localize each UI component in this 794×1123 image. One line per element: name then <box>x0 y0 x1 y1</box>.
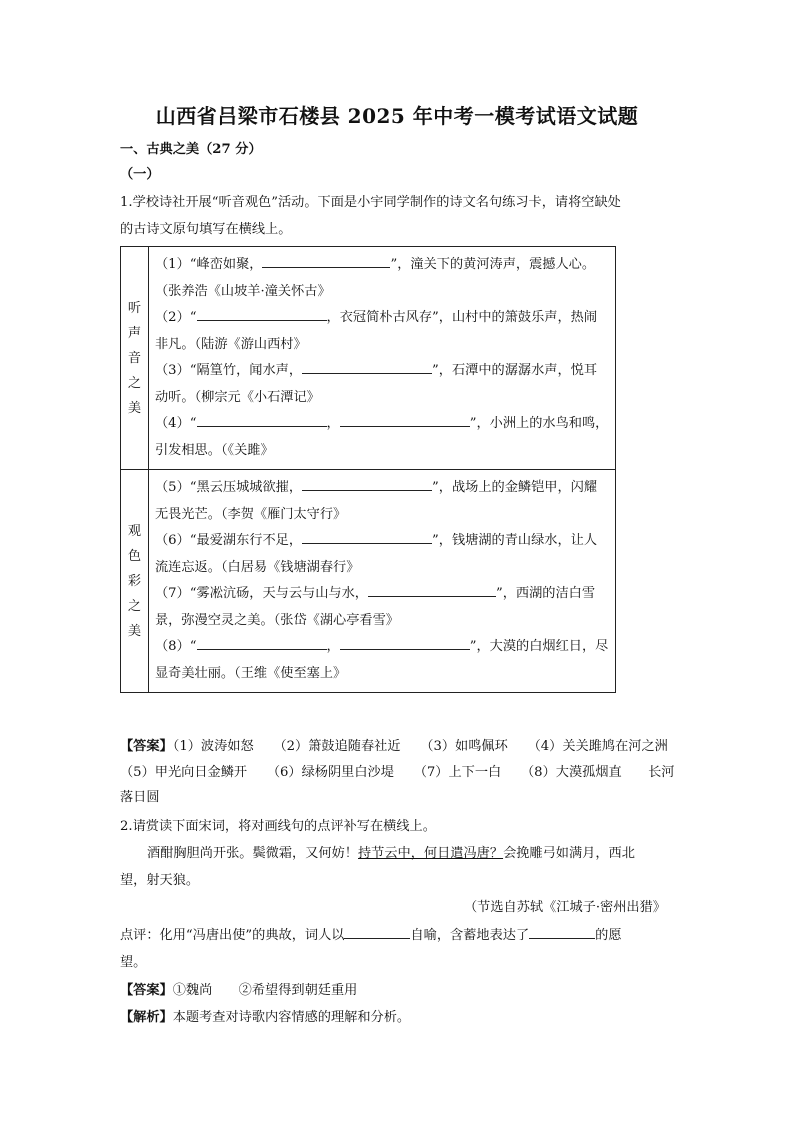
category-char: 色 <box>127 548 142 564</box>
category-char: 听 <box>127 300 142 316</box>
category-char: 美 <box>127 623 142 639</box>
answer-blank[interactable] <box>302 476 432 491</box>
category-char: 声 <box>127 325 142 341</box>
category-char: 观 <box>127 523 142 539</box>
category-sound <box>121 247 149 470</box>
answer-blank[interactable] <box>262 253 390 268</box>
analysis-text: 本题考查对诗歌内容情感的理解和分析。 <box>172 1010 411 1025</box>
poem-item-1: （1）“峰峦如聚， ”，潼关下的黄河涛声，震撼人心。（张养浩《山坡羊·潼关怀古》 <box>155 252 609 305</box>
answer-blank[interactable] <box>197 635 327 650</box>
color-items <box>149 470 616 693</box>
comment-line-2: 望。 <box>120 955 147 970</box>
answer-block-2 <box>120 979 680 998</box>
poem-item-6: （6）“最爱湖东行不足， ”，钱塘湖的青山绿水，让人流连忘返。（白居易《钱塘湖春行》 <box>155 528 609 581</box>
question-1-line-2: 的古诗文原句填写在横线上。 <box>120 222 292 237</box>
answer-blank[interactable] <box>302 529 432 544</box>
category-char: 之 <box>127 598 142 614</box>
poem-item-4: （4）“ ， ”，小洲上的水鸟和鸣，引发相思。（《关雎》 <box>155 411 609 464</box>
category-color <box>121 470 149 693</box>
page-title: 山西省吕梁市石楼县 2025 年中考一模考试语文试题 <box>155 104 639 128</box>
category-char: 之 <box>127 375 142 391</box>
answer-text: ①魏尚 ②希望得到朝廷重用 <box>172 983 358 998</box>
poem-item-2: （2）“ ，衣冠简朴古风存”，山村中的箫鼓乐声，热闹非凡。（陆游《游山西村》 <box>155 305 609 358</box>
analysis-block <box>120 1006 680 1025</box>
poem-item-8: （8）“ ， ”，大漠的白烟红日，尽显奇美壮丽。（王维《使至塞上》 <box>155 634 609 687</box>
answer-blank[interactable] <box>197 306 327 321</box>
comment-line: 点评：化用“冯唐出使”的典故，词人以 自喻，含蓄地表达了 的愿 <box>120 924 680 943</box>
answer-blank[interactable] <box>340 412 470 427</box>
answer-blank[interactable] <box>344 924 410 939</box>
question-2-prompt: 2.请赏读下面宋词，将对画线句的点评补写在横线上。 <box>120 819 436 834</box>
answer-label: 【答案】 <box>120 983 173 998</box>
poem-source: （节选自苏轼《江城子·密州出猎》 <box>463 900 666 915</box>
category-char: 音 <box>127 350 142 366</box>
answer-text: （1）波涛如怒 （2）箫鼓追随春社近 （3）如鸣佩环 （4）关关雎鸠在河之洲 （5）甲光向日金鳞开 （6）绿杨阴里白沙堤 （7）上下一白 （8）大漠孤烟直 长河落日圆 <box>120 739 695 805</box>
underlined-line: 持节云中，何日遣冯唐？ <box>358 846 504 861</box>
answer-blank[interactable] <box>368 582 496 597</box>
answer-blank[interactable] <box>340 635 470 650</box>
question-1-line-1: 1.学校诗社开展“听音观色”活动。下面是小宇同学制作的诗文名句练习卡，请将空缺处 <box>120 195 621 210</box>
poem-practice-card <box>120 246 616 693</box>
poem-excerpt-line-1: 酒酣胸胆尚开张。鬓微霜，又何妨！持节云中，何日遣冯唐？会挽雕弓如满月，西北 <box>147 846 635 861</box>
analysis-label: 【解析】 <box>120 1010 173 1025</box>
sound-items <box>149 247 616 470</box>
part-heading: （一） <box>120 167 160 182</box>
category-char: 彩 <box>127 573 142 589</box>
answer-blank[interactable] <box>197 412 327 427</box>
answer-blank[interactable] <box>529 924 595 939</box>
answer-block-1 <box>120 734 695 811</box>
poem-item-3: （3）“隔篁竹，闻水声， ”，石潭中的潺潺水声，悦耳动听。（柳宗元《小石潭记》 <box>155 358 609 411</box>
category-char: 美 <box>127 400 142 416</box>
poem-excerpt-line-2: 望，射天狼。 <box>120 873 200 888</box>
poem-item-7: （7）“雾凇沆砀，天与云与山与水， ”，西湖的洁白雪景，弥漫空灵之美。（张岱《湖心亭看雪》 <box>155 581 609 634</box>
answer-blank[interactable] <box>302 359 432 374</box>
poem-item-5: （5）“黑云压城城欲摧， ”，战场上的金鳞铠甲，闪耀无畏光芒。（李贺《雁门太守行》 <box>155 475 609 528</box>
section-heading: 一、古典之美（27 分） <box>120 142 262 157</box>
answer-label: 【答案】 <box>120 739 173 754</box>
